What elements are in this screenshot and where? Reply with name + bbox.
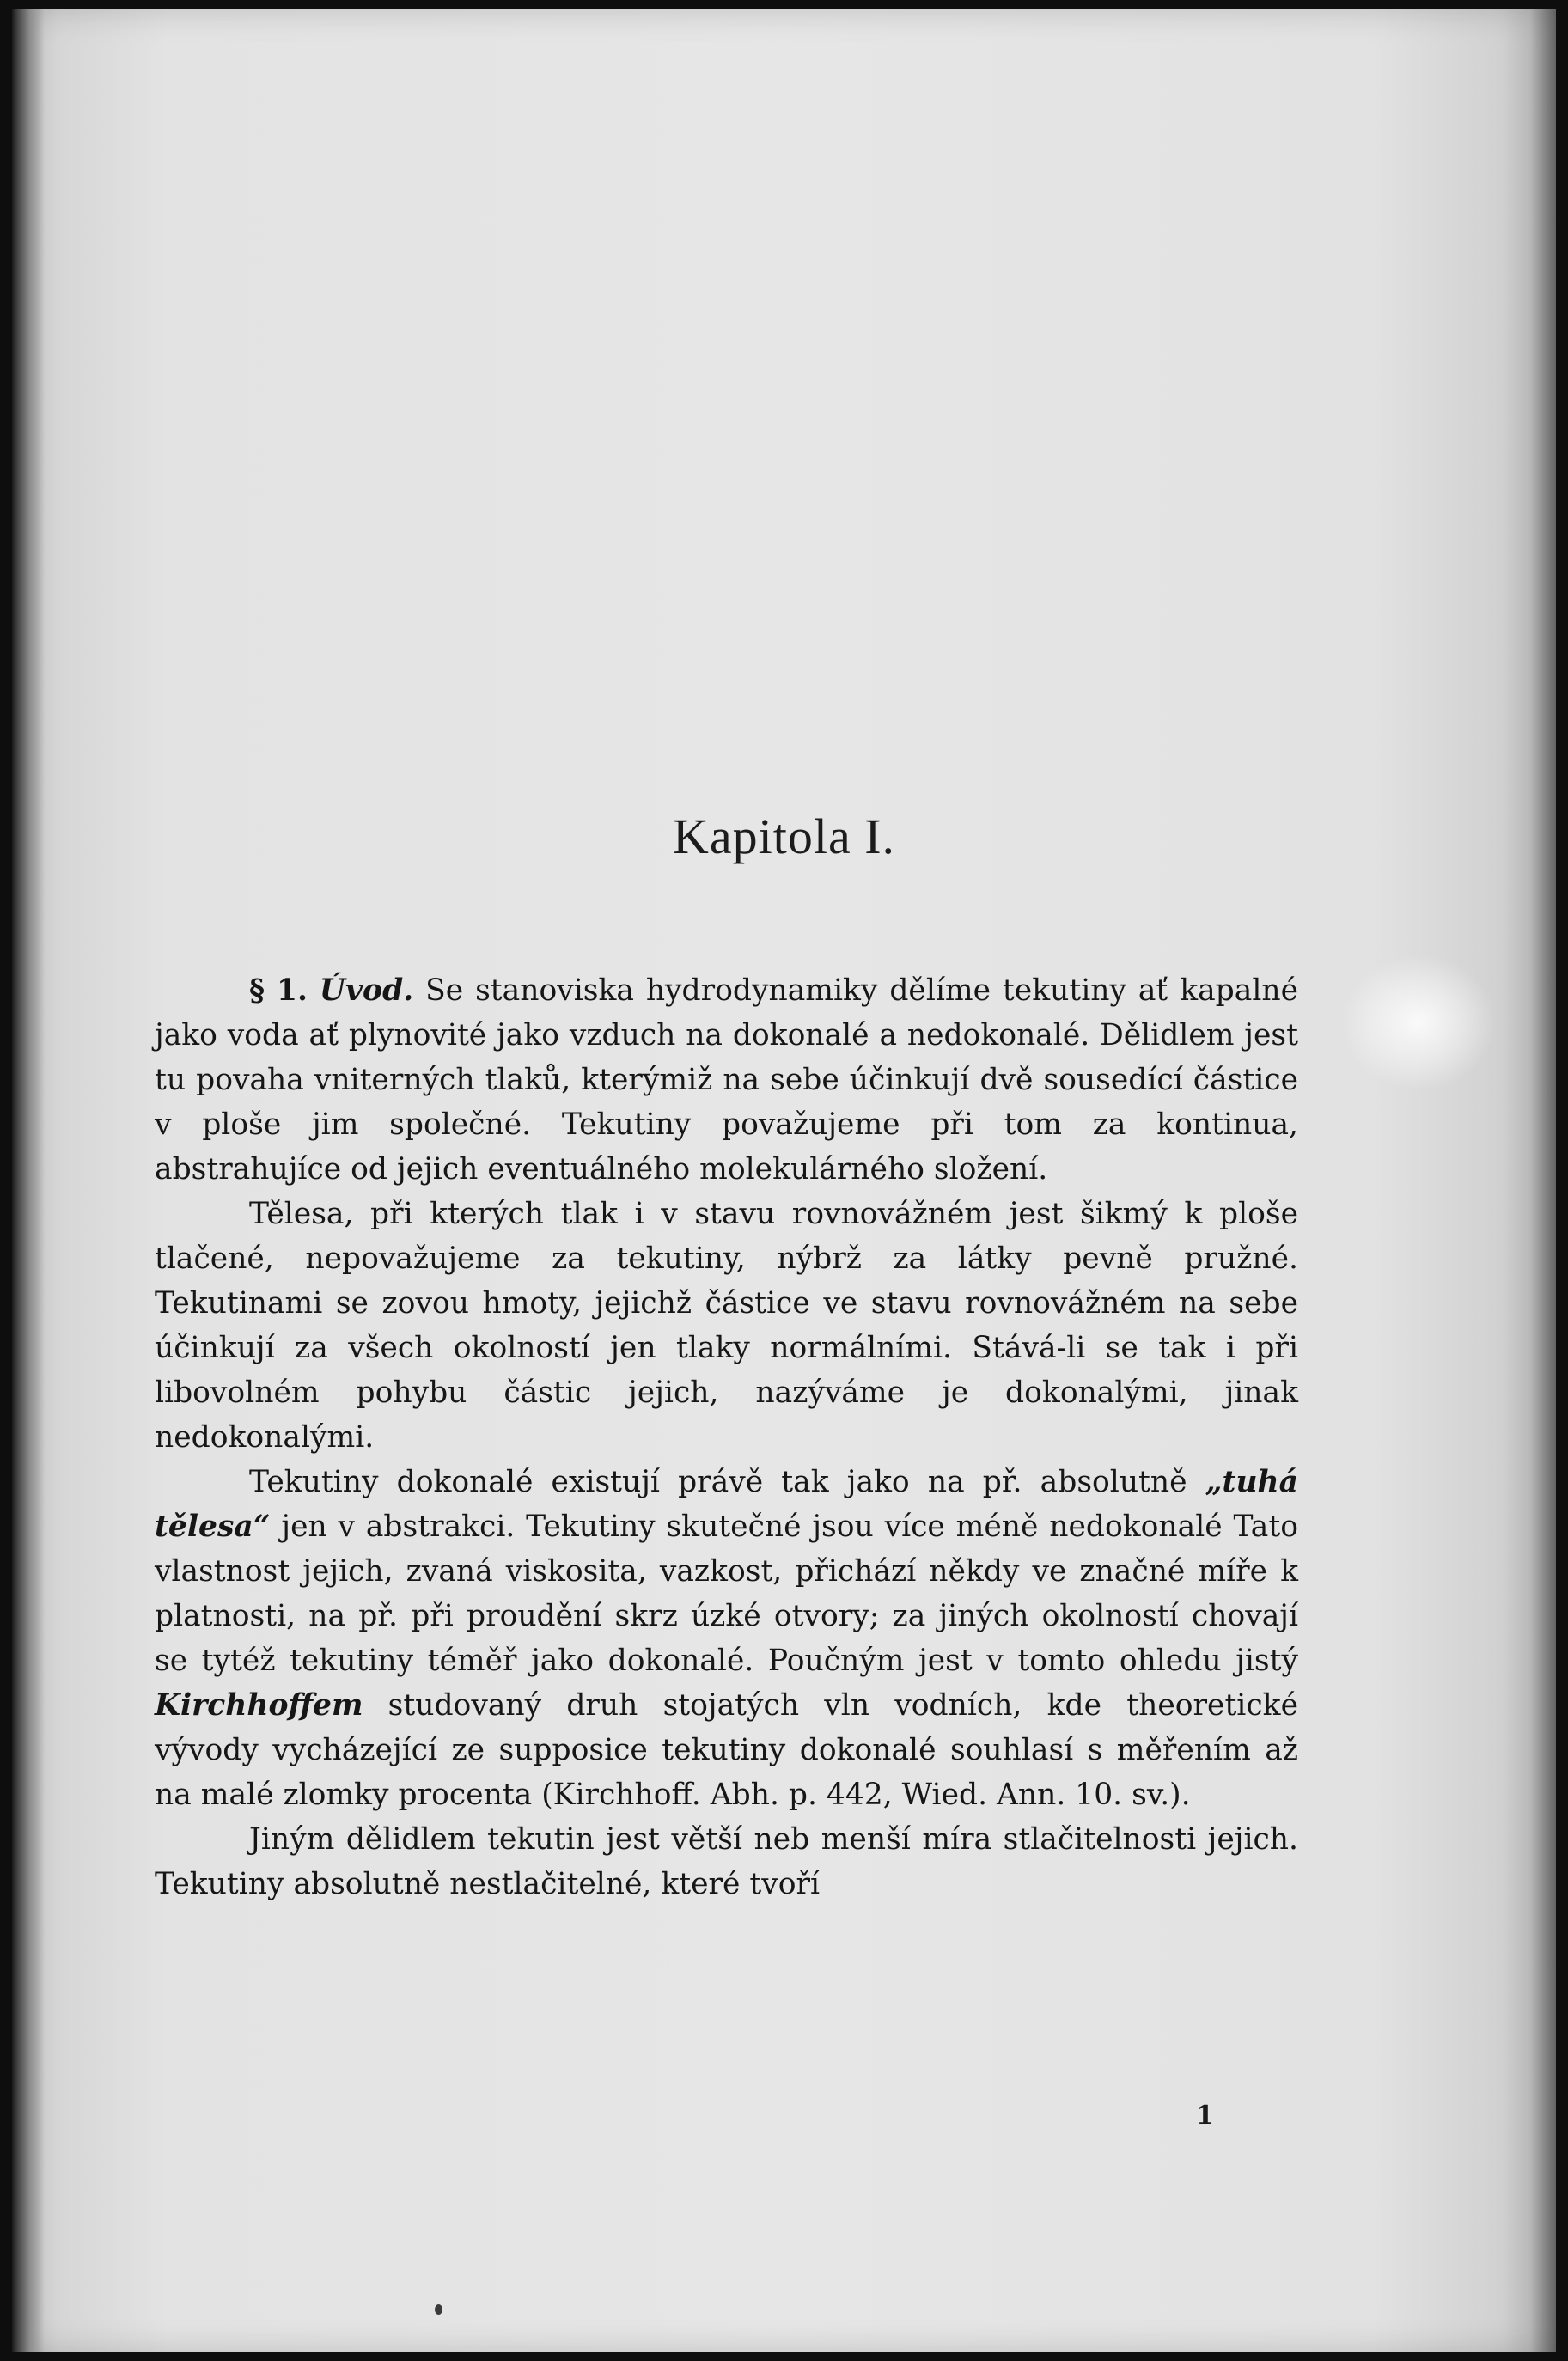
emphasis-tuha-telesa: „tuhá tělesa“ (155, 1465, 1298, 1544)
page-number: 1 (1196, 2101, 1214, 2131)
paragraph-1 (155, 968, 1298, 1192)
body-text (155, 968, 1298, 1906)
paragraph-3 (155, 1460, 1298, 1817)
paragraph-4: Jiným dělidlem tekutin jest větší neb menší míra stlačitelnosti jejich. Tekutiny absolutně nestlačitelné, které tvoří (155, 1822, 1298, 1901)
emphasis-kirchhoffem: Kirchhoffem (155, 1688, 363, 1723)
paragraph-2: Tělesa, při kterých tlak i v stavu rovnovážném jest šikmý k ploše tlačené, nepovažujeme za tekutiny, nýbrž za látky pevně pružné. Tekutinami se zovou hmoty, jejichž částice ve stavu rovnovážném na sebe účinkují za všech okolností jen tlaky normálními. Stává-li se tak i při libovolném pohybu částic jejich, nazýváme je dokonalými, jinak nedokonalými. (155, 1197, 1298, 1455)
paragraph-1-text: Se stanoviska hydrodynamiky dělíme tekutiny ať kapalné jako voda ať plynovité jako vzduch na dokonalé a nedokonalé. Dělidlem jest tu povaha vniterných tlaků, kterýmiž na sebe účinkují dvě sousedící částice v ploše jim společné. Tekutiny považujeme při tom za kontinua, abstrahujíce od jejich eventuálného molekulárného složení. (155, 973, 1299, 1187)
paper-smudge (1341, 954, 1496, 1091)
paragraph-3-text-c: studovaný druh stojatých vln vodních, kde theoretické vývody vycházející ze supposice tekutiny dokonalé souhlasí s měřením až na malé zlomky procenta (Kirchhoff. Abh. p. 442, Wied. Ann. 10. sv.). (155, 1688, 1298, 1812)
paragraph-3-text-b: jen v abstrakci. Tekutiny skutečné jsou více méně nedokonalé Tato vlastnost jejich, zvaná viskosita, vazkost, přichází někdy ve značné míře k platnosti, na př. při proudění skrz úzké otvory; za jiných okolností chovají se tytéž tekutiny téměř jako dokonalé. Poučným jest v tomto ohledu jistý (155, 1510, 1298, 1678)
section-number: 1. (276, 973, 308, 1008)
ink-speck (435, 2304, 442, 2315)
chapter-title: Kapitola I. (672, 808, 896, 864)
book-page (12, 9, 1556, 2352)
section-name: Úvod. (319, 973, 414, 1008)
paragraph-3-text-a: Tekutiny dokonalé existují právě tak jako na př. absolutně (249, 1465, 1205, 1499)
section-sign: § (249, 973, 265, 1008)
